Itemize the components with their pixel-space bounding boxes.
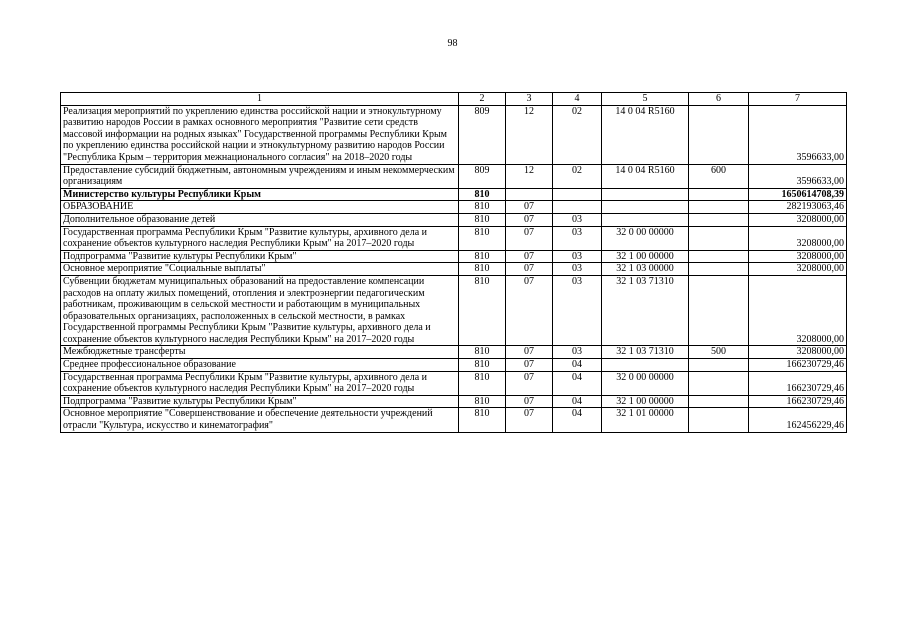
table-row <box>61 371 847 395</box>
row-section-cell: 12 <box>506 105 553 164</box>
row-name-cell: Предоставление субсидий бюджетным, автономным учреждениям и иным некоммерческим организациям <box>61 164 459 188</box>
row-name-cell: Подпрограмма "Развитие культуры Республики Крым" <box>61 395 459 408</box>
row-subsection-cell: 03 <box>553 346 602 359</box>
row-grbs-cell: 810 <box>459 263 506 276</box>
row-name-cell: Межбюджетные трансферты <box>61 346 459 359</box>
row-amount-cell: 162456229,46 <box>749 408 847 432</box>
row-expense-type-cell <box>689 395 749 408</box>
row-subsection-cell: 04 <box>553 371 602 395</box>
row-expense-type-cell <box>689 201 749 214</box>
column-header: 1 <box>61 93 459 106</box>
row-target-article-cell <box>602 188 689 201</box>
row-grbs-cell: 810 <box>459 250 506 263</box>
row-subsection-cell: 04 <box>553 408 602 432</box>
row-amount-cell: 3208000,00 <box>749 263 847 276</box>
row-section-cell: 07 <box>506 359 553 372</box>
row-expense-type-cell <box>689 275 749 346</box>
row-amount-cell: 3208000,00 <box>749 226 847 250</box>
row-section-cell: 07 <box>506 263 553 276</box>
row-section-cell: 07 <box>506 371 553 395</box>
table-row <box>61 395 847 408</box>
column-header: 5 <box>602 93 689 106</box>
row-subsection-cell: 03 <box>553 263 602 276</box>
row-name-cell: Государственная программа Республики Крым "Развитие культуры, архивного дела и сохранение объектов культурного наследия Республики Крым" на 2017–2020 годы <box>61 226 459 250</box>
row-name-cell: Подпрограмма "Развитие культуры Республики Крым" <box>61 250 459 263</box>
row-grbs-cell: 810 <box>459 188 506 201</box>
table-row <box>61 263 847 276</box>
row-section-cell: 07 <box>506 213 553 226</box>
row-subsection-cell: 03 <box>553 213 602 226</box>
row-name-cell: Государственная программа Республики Крым "Развитие культуры, архивного дела и сохранение объектов культурного наследия Республики Крым" на 2017–2020 годы <box>61 371 459 395</box>
row-grbs-cell: 810 <box>459 226 506 250</box>
row-grbs-cell: 810 <box>459 201 506 214</box>
table-row <box>61 105 847 164</box>
row-expense-type-cell <box>689 371 749 395</box>
row-target-article-cell: 32 1 03 71310 <box>602 346 689 359</box>
row-amount-cell: 3596633,00 <box>749 164 847 188</box>
row-grbs-cell: 810 <box>459 346 506 359</box>
row-expense-type-cell <box>689 359 749 372</box>
row-section-cell: 07 <box>506 250 553 263</box>
row-section-cell <box>506 188 553 201</box>
row-expense-type-cell <box>689 188 749 201</box>
table-row <box>61 213 847 226</box>
table-row <box>61 346 847 359</box>
row-expense-type-cell: 500 <box>689 346 749 359</box>
row-target-article-cell: 32 1 01 00000 <box>602 408 689 432</box>
table-row <box>61 226 847 250</box>
table-row <box>61 250 847 263</box>
table-row <box>61 164 847 188</box>
row-name-cell: Субвенции бюджетам муниципальных образований на предоставление компенсации расходов на оплату жилых помещений, отопления и электроэнергии педагогическим работникам, проживающим в сельской местности и работающим в муниципальных образовательных организациях, расположенных в сельской местности, в рамках Государственной программы Республики Крым "Развитие культуры, архивного дела и сохранение объектов культурного наследия Республики Крым" на 2017–2020 годы <box>61 275 459 346</box>
row-name-cell: Дополнительное образование детей <box>61 213 459 226</box>
row-name-cell: Министерство культуры Республики Крым <box>61 188 459 201</box>
column-header: 4 <box>553 93 602 106</box>
row-subsection-cell: 04 <box>553 395 602 408</box>
row-amount-cell: 166230729,46 <box>749 359 847 372</box>
row-subsection-cell <box>553 188 602 201</box>
row-section-cell: 12 <box>506 164 553 188</box>
row-section-cell: 07 <box>506 201 553 214</box>
row-subsection-cell: 03 <box>553 275 602 346</box>
row-name-cell: Среднее профессиональное образование <box>61 359 459 372</box>
row-name-cell: ОБРАЗОВАНИЕ <box>61 201 459 214</box>
row-amount-cell: 3208000,00 <box>749 250 847 263</box>
column-header: 7 <box>749 93 847 106</box>
row-expense-type-cell: 600 <box>689 164 749 188</box>
row-section-cell: 07 <box>506 395 553 408</box>
row-amount-cell: 1650614708,39 <box>749 188 847 201</box>
row-expense-type-cell <box>689 213 749 226</box>
row-subsection-cell: 03 <box>553 226 602 250</box>
row-grbs-cell: 810 <box>459 359 506 372</box>
row-target-article-cell <box>602 201 689 214</box>
row-name-cell: Основное мероприятие "Социальные выплаты" <box>61 263 459 276</box>
row-expense-type-cell <box>689 263 749 276</box>
row-amount-cell: 3208000,00 <box>749 346 847 359</box>
row-subsection-cell: 04 <box>553 359 602 372</box>
row-target-article-cell: 32 1 00 00000 <box>602 250 689 263</box>
row-amount-cell: 282193063,46 <box>749 201 847 214</box>
table-header-row <box>61 93 847 106</box>
row-expense-type-cell <box>689 105 749 164</box>
row-subsection-cell <box>553 201 602 214</box>
row-amount-cell: 3208000,00 <box>749 213 847 226</box>
budget-table <box>60 92 847 433</box>
table-row <box>61 275 847 346</box>
column-header: 6 <box>689 93 749 106</box>
row-expense-type-cell <box>689 226 749 250</box>
row-target-article-cell: 32 1 00 00000 <box>602 395 689 408</box>
row-target-article-cell: 14 0 04 R5160 <box>602 164 689 188</box>
row-expense-type-cell <box>689 250 749 263</box>
row-amount-cell: 3208000,00 <box>749 275 847 346</box>
row-grbs-cell: 809 <box>459 164 506 188</box>
row-name-cell: Основное мероприятие "Совершенствование и обеспечение деятельности учреждений отрасли "Культура, искусство и кинематография" <box>61 408 459 432</box>
column-header: 2 <box>459 93 506 106</box>
row-target-article-cell: 14 0 04 R5160 <box>602 105 689 164</box>
row-section-cell: 07 <box>506 408 553 432</box>
row-target-article-cell <box>602 359 689 372</box>
row-amount-cell: 166230729,46 <box>749 395 847 408</box>
row-amount-cell: 3596633,00 <box>749 105 847 164</box>
table-row <box>61 359 847 372</box>
row-target-article-cell: 32 1 03 00000 <box>602 263 689 276</box>
row-section-cell: 07 <box>506 346 553 359</box>
table-row <box>61 201 847 214</box>
row-subsection-cell: 02 <box>553 164 602 188</box>
table-row <box>61 188 847 201</box>
row-grbs-cell: 810 <box>459 213 506 226</box>
row-name-cell: Реализация мероприятий по укреплению единства российской нации и этнокультурному развитию народов России в рамках основного мероприятия "Развитие сети средств массовой информации на родных языках" Государственной программы Республики Крым по укреплению единства российской нации и этнокультурному развитию народов России "Республика Крым – территория межнационального согласия" на 2018–2020 годы <box>61 105 459 164</box>
row-section-cell: 07 <box>506 275 553 346</box>
row-target-article-cell: 32 1 03 71310 <box>602 275 689 346</box>
row-grbs-cell: 810 <box>459 275 506 346</box>
table-row <box>61 408 847 432</box>
row-grbs-cell: 810 <box>459 395 506 408</box>
row-target-article-cell <box>602 213 689 226</box>
page-number: 98 <box>447 38 458 49</box>
row-grbs-cell: 810 <box>459 371 506 395</box>
row-expense-type-cell <box>689 408 749 432</box>
row-amount-cell: 166230729,46 <box>749 371 847 395</box>
row-target-article-cell: 32 0 00 00000 <box>602 226 689 250</box>
row-section-cell: 07 <box>506 226 553 250</box>
row-grbs-cell: 809 <box>459 105 506 164</box>
row-subsection-cell: 02 <box>553 105 602 164</box>
column-header: 3 <box>506 93 553 106</box>
row-grbs-cell: 810 <box>459 408 506 432</box>
row-subsection-cell: 03 <box>553 250 602 263</box>
row-target-article-cell: 32 0 00 00000 <box>602 371 689 395</box>
